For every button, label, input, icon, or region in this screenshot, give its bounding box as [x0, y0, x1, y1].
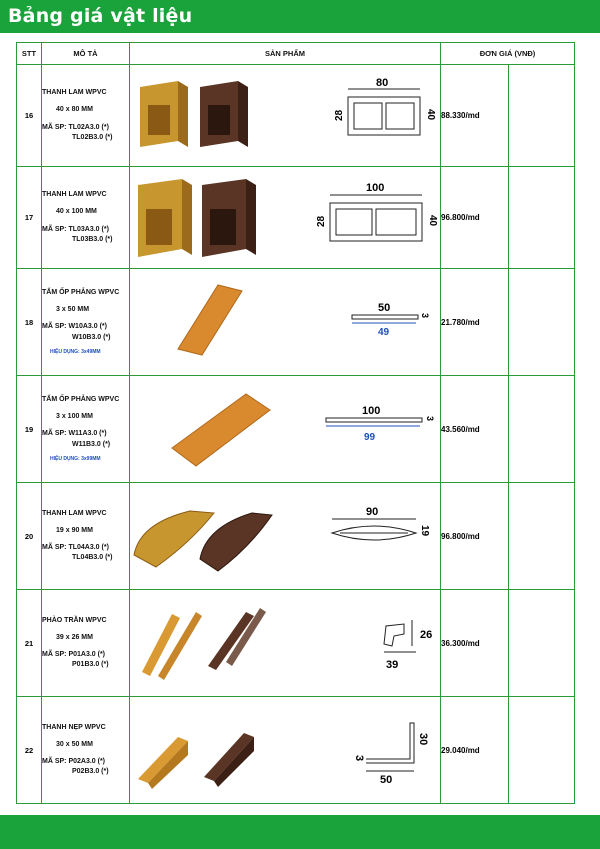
effective-dimension-label: 99: [364, 432, 376, 443]
dimension-label: 100: [362, 405, 381, 417]
product-illustration: [130, 376, 441, 482]
stt-cell: 17: [17, 167, 42, 269]
desc-cell: [42, 376, 130, 483]
empty-cell: [509, 376, 575, 483]
empty-cell: [509, 483, 575, 590]
empty-cell: [509, 65, 575, 167]
product-code-2: W10B3.0 (*): [72, 333, 111, 341]
dimension-label: 100: [366, 182, 385, 194]
price-cell: 36.300/md: [441, 590, 509, 697]
empty-cell: [509, 697, 575, 804]
cross-section-drawing: [326, 418, 422, 426]
cross-section-drawing: [332, 519, 416, 540]
desc-cell: [42, 65, 130, 167]
footer-bar: [0, 815, 600, 849]
dimension-label: 39: [386, 659, 399, 671]
price-cell: 88.330/md: [441, 65, 509, 167]
product-cell: [130, 167, 441, 269]
header-price: ĐƠN GIÁ (VNĐ): [441, 43, 575, 65]
product-size: 40 x 100 MM: [56, 208, 97, 216]
dimension-label: 80: [376, 77, 389, 89]
product-illustration: [130, 697, 441, 803]
desc-cell: [42, 167, 130, 269]
stt-cell: 22: [17, 697, 42, 804]
cross-section-drawing: [330, 195, 422, 241]
wood-profile-dark-image: [204, 733, 254, 787]
product-cell: [130, 590, 441, 697]
dimension-label: 3: [420, 313, 430, 319]
table-row: [17, 376, 575, 483]
effective-size: HIỆU DỤNG: 3x99MM: [50, 455, 101, 462]
cross-section-drawing: [352, 315, 418, 323]
stt-cell: 16: [17, 65, 42, 167]
price-cell: 21.780/md: [441, 269, 509, 376]
empty-cell: [509, 269, 575, 376]
wood-profile-light-image: [138, 737, 188, 789]
stt-cell: 21: [17, 590, 42, 697]
wood-profile-dark-image: [202, 179, 256, 257]
dimension-label: 26: [420, 629, 433, 641]
price-cell: 29.040/md: [441, 697, 509, 804]
product-code-2: P01B3.0 (*): [72, 661, 109, 669]
desc-cell: [42, 269, 130, 376]
dimension-label: 28: [316, 215, 327, 227]
table-row: [17, 269, 575, 376]
stt-cell: 18: [17, 269, 42, 376]
product-title: THANH NẸP WPVC: [42, 723, 106, 731]
product-illustration: [130, 269, 441, 375]
table-row: [17, 65, 575, 167]
product-code: MÃ SP: TL04A3.0 (*): [42, 544, 109, 551]
wood-profile-dark-image: [208, 608, 266, 670]
table-row: [17, 167, 575, 269]
header-desc: MÔ TẢ: [42, 43, 130, 65]
product-size: 19 x 90 MM: [56, 526, 93, 534]
product-code-2: TL03B3.0 (*): [72, 235, 113, 243]
stt-cell: 20: [17, 483, 42, 590]
product-size: 30 x 50 MM: [56, 740, 93, 748]
product-size: 39 x 26 MM: [56, 633, 93, 641]
product-cell: [130, 65, 441, 167]
product-cell: [130, 269, 441, 376]
price-cell: 96.800/md: [441, 167, 509, 269]
page-title: Bảng giá vật liệu: [8, 5, 193, 27]
dimension-label: 40: [425, 109, 436, 121]
price-table: [16, 42, 575, 804]
product-size: 3 x 100 MM: [56, 413, 93, 421]
product-size: 3 x 50 MM: [56, 306, 90, 314]
header-product: SẢN PHẨM: [130, 43, 441, 65]
cross-section-drawing: [366, 723, 414, 771]
desc-cell: [42, 483, 130, 590]
effective-size: HIỆU DỤNG: 3x49MM: [50, 348, 101, 355]
product-illustration: [130, 65, 441, 166]
empty-cell: [509, 167, 575, 269]
dimension-label: 50: [378, 302, 391, 314]
product-title: THANH LAM WPVC: [42, 89, 107, 97]
product-code: MÃ SP: P02A3.0 (*): [42, 758, 106, 765]
wood-profile-light-image: [142, 612, 202, 680]
table-header-row: [17, 43, 575, 65]
product-cell: [130, 697, 441, 804]
wood-profile-light-image: [138, 179, 192, 257]
dimension-label: 50: [380, 774, 393, 786]
product-illustration: [130, 590, 441, 696]
header-stt: STT: [17, 43, 42, 65]
wood-profile-dark-image: [200, 81, 248, 147]
product-code: MÃ SP: P01A3.0 (*): [42, 651, 106, 658]
table-row: [17, 590, 575, 697]
wood-profile-light-image: [140, 81, 188, 147]
dimension-label: 19: [419, 525, 430, 537]
wood-profile-dark-image: [200, 513, 272, 571]
table-row: [17, 483, 575, 590]
product-illustration: [130, 167, 441, 268]
product-size: 40 x 80 MM: [56, 106, 93, 114]
stt-cell: 19: [17, 376, 42, 483]
product-code-2: TL02B3.0 (*): [72, 133, 113, 141]
product-code: MÃ SP: TL02A3.0 (*): [42, 123, 109, 131]
dimension-label: 30: [417, 733, 429, 746]
product-cell: [130, 376, 441, 483]
wood-panel-image: [172, 394, 270, 466]
dimension-label: 40: [427, 215, 438, 227]
product-cell: [130, 483, 441, 590]
dimension-label: 90: [366, 506, 379, 518]
product-illustration: [130, 483, 441, 589]
price-cell: 96.800/md: [441, 483, 509, 590]
product-code: MÃ SP: W10A3.0 (*): [42, 323, 107, 331]
empty-cell: [509, 590, 575, 697]
dimension-label: 28: [334, 109, 345, 121]
cross-section-drawing: [384, 620, 416, 652]
product-title: PHÀO TRẦN WPVC: [42, 616, 107, 624]
product-code: MÃ SP: TL03A3.0 (*): [42, 225, 109, 233]
product-title: THANH LAM WPVC: [42, 509, 107, 517]
product-code: MÃ SP: W11A3.0 (*): [42, 430, 107, 438]
table-row: [17, 697, 575, 804]
price-cell: 43.560/md: [441, 376, 509, 483]
desc-cell: [42, 697, 130, 804]
cross-section-drawing: [348, 89, 420, 135]
product-title: TẤM ỐP PHẲNG WPVC: [42, 396, 120, 404]
product-title: THANH LAM WPVC: [42, 191, 107, 199]
product-code-2: W11B3.0 (*): [72, 440, 111, 448]
desc-cell: [42, 590, 130, 697]
product-code-2: TL04B3.0 (*): [72, 554, 113, 562]
effective-dimension-label: 49: [378, 327, 390, 338]
dimension-label: 3: [425, 416, 435, 422]
wood-panel-image: [178, 285, 242, 355]
dimension-label: 3: [353, 755, 365, 762]
product-title: TẤM ỐP PHẲNG WPVC: [42, 289, 120, 297]
product-code-2: P02B3.0 (*): [72, 768, 109, 776]
